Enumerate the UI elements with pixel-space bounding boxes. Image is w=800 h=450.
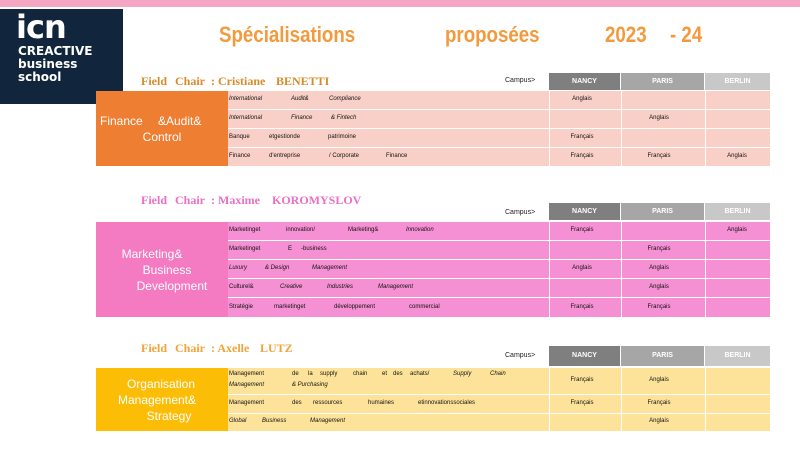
column-header-berlin: BERLIN [705, 203, 770, 220]
row-word: International [229, 96, 263, 102]
row-word: Finance [386, 153, 408, 159]
chair-name: : Axelle [211, 341, 250, 355]
row-value-nancy: Français [570, 304, 594, 310]
row-word: Culturel& [229, 284, 254, 290]
row-word: d'entreprise [269, 153, 301, 159]
row-word: ressources [313, 400, 343, 406]
category-label: Organisation [126, 376, 196, 391]
row-value-nancy: Français [570, 227, 594, 233]
row-word: Supply [453, 371, 472, 377]
row-value-nancy: Français [570, 377, 594, 383]
row-word: Luxury [229, 265, 248, 271]
row-word: innovation/ [286, 227, 316, 233]
row-word: développement [334, 304, 376, 310]
category-label: Marketing& [121, 246, 183, 261]
chair-surname: BENETTI [276, 74, 330, 88]
row-value-nancy: Français [570, 400, 594, 406]
row-word: Management [310, 418, 346, 424]
row-word: et [382, 371, 388, 377]
row-word: Finance [291, 115, 313, 121]
column-header-berlin: BERLIN [705, 346, 770, 366]
row-word: / Corporate [329, 153, 360, 159]
chair-word: Chair [175, 193, 205, 207]
top-accent-bar [0, 0, 800, 7]
row-value-nancy: Français [570, 134, 594, 140]
table-row [228, 298, 770, 317]
row-value-paris: Anglais [649, 115, 669, 121]
row-word: etgestionde [269, 134, 301, 140]
row-value-paris: Anglais [649, 265, 669, 271]
column-header-paris: PARIS [621, 346, 704, 366]
row-value-berlin: Anglais [727, 153, 747, 159]
row-word: Compliance [329, 96, 361, 102]
row-value-nancy: Anglais [572, 265, 592, 271]
row-word: International [229, 115, 263, 121]
row-value-nancy: Anglais [572, 96, 592, 102]
row-word: & Design [265, 265, 290, 271]
campus-label: Campus> [505, 209, 536, 216]
column-header-nancy: NANCY [549, 73, 620, 90]
title-specialisations: Spécialisations [219, 22, 356, 47]
table-row [228, 148, 770, 166]
row-word: E [288, 246, 293, 252]
field-chair-marketing [141, 192, 441, 208]
chair-word: Chair [175, 74, 205, 88]
logo-icn-text: icn [16, 8, 66, 46]
campus-label: Campus> [505, 77, 536, 84]
row-value-paris: Anglais [649, 377, 669, 383]
table-row [228, 395, 770, 413]
row-word: achats/ [410, 371, 430, 377]
row-word: supply [320, 371, 338, 377]
table-row [228, 368, 770, 394]
category-label: Management& [117, 392, 197, 407]
chair-surname: LUTZ [260, 341, 293, 355]
row-word: de [292, 371, 299, 377]
table-row [228, 222, 770, 240]
field-chair-organisation [141, 340, 441, 356]
chair-word: Field [141, 341, 167, 355]
title-proposees: proposées [445, 22, 540, 47]
row-value-paris: Anglais [649, 284, 669, 290]
row-word: Innovation [406, 227, 434, 233]
campus-label: Campus> [505, 352, 536, 359]
icn-logo [0, 9, 123, 104]
row-value-nancy: Français [570, 153, 594, 159]
table-row [228, 129, 770, 147]
row-value-berlin: Anglais [727, 227, 747, 233]
row-value-paris: Français [647, 400, 671, 406]
row-word: Marketing& [348, 227, 379, 233]
row-word: Industries [327, 284, 354, 290]
row-word: commercial [409, 304, 440, 310]
row-value-paris: Français [647, 304, 671, 310]
chair-name: : Maxime [211, 193, 260, 207]
title-year-end: - 24 [670, 22, 703, 47]
row-word: & Fintech [331, 115, 357, 121]
category-label: Business [142, 262, 192, 277]
row-word: Marketinget [229, 227, 261, 233]
category-label: Development [136, 278, 208, 293]
row-word: patrimoine [328, 134, 357, 140]
row-word: Business [262, 418, 287, 424]
category-label: Control [142, 129, 182, 144]
table-row [228, 414, 770, 431]
category-label: Finance [100, 113, 143, 128]
row-value-paris: Anglais [649, 418, 669, 424]
title-year-start: 2023 [605, 22, 647, 47]
row-word: Banque [229, 134, 250, 140]
row-word: Creative [280, 284, 303, 290]
row-word: Management [312, 265, 348, 271]
column-header-paris: PARIS [621, 203, 704, 220]
row-word: Management [229, 382, 265, 388]
table-row [228, 279, 770, 297]
row-word: etinnovationssociales [418, 400, 476, 406]
row-word: & Purchasing [292, 382, 328, 388]
row-word: chain [353, 371, 368, 377]
table-row [228, 241, 770, 259]
logo-school: school [18, 70, 62, 84]
field-chair-finance [141, 73, 441, 89]
category-label: Strategy [146, 408, 192, 423]
row-value-paris: Français [647, 246, 671, 252]
logo-creactive: CREACTIVE [18, 44, 93, 58]
row-word: -business [301, 246, 327, 252]
chair-word: Field [141, 193, 167, 207]
row-value-paris: Français [647, 153, 671, 159]
row-word: Chain [490, 371, 506, 377]
row-word: Management [229, 400, 265, 406]
chair-surname: KOROMYSLOV [272, 193, 362, 207]
column-header-paris: PARIS [621, 73, 704, 90]
logo-business: business [18, 57, 78, 71]
category-marketing-business-development [96, 222, 228, 317]
table-row [228, 110, 770, 128]
chair-word: Field [141, 74, 167, 88]
row-word: Audit& [291, 96, 309, 102]
row-word: Global [229, 418, 247, 424]
table-row [228, 260, 770, 278]
category-organisation-management-strategy [96, 368, 228, 431]
row-word: marketinget [274, 304, 306, 310]
row-word: des [292, 400, 302, 406]
row-word: la [308, 371, 313, 377]
column-header-nancy: NANCY [549, 203, 620, 220]
row-word: Management [378, 284, 414, 290]
row-word: humaines [368, 400, 395, 406]
row-word: Finance [229, 153, 251, 159]
category-finance-audit-control [96, 91, 228, 166]
category-label: &Audit& [158, 113, 202, 128]
row-word: des [393, 371, 403, 377]
table-row [228, 91, 770, 109]
column-header-nancy: NANCY [549, 346, 620, 366]
chair-word: Chair [175, 341, 205, 355]
chair-name: : Cristiane [211, 74, 266, 88]
column-header-berlin: BERLIN [705, 73, 770, 90]
row-word: Management [229, 371, 265, 377]
row-word: Stratégie [229, 304, 254, 310]
row-word: Marketinget [229, 246, 261, 252]
